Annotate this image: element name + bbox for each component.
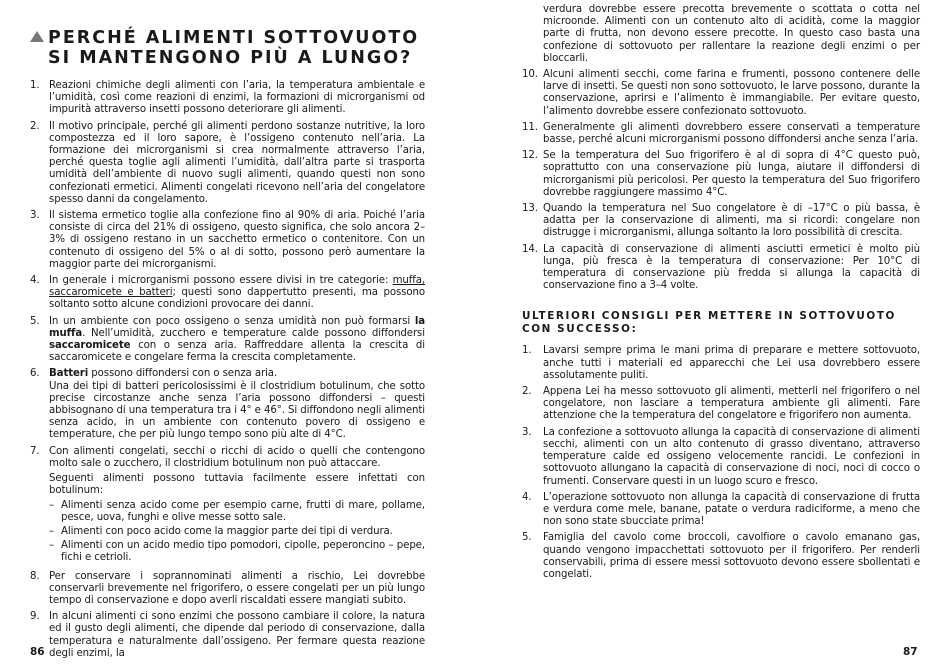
list-item — [522, 345, 920, 382]
item-text: Il motivo principale, perché gli alimenti perdono sostanze nutritive, la loro compostezza ed il loro sapore, è l’ossigeno contenuto nell’aria. La formazione dei microrganismi si crea normalmente attraverso l’aria, perché questa toglie agli alimenti l’umidità, dall’altra parte si trasporta umidità dell’ambiente di nuovo sugli alimenti, quando questi non sono confezionati ermetici. Alimenti congelati ricevono nell’aria del congelatore spesso danni da congelamento. — [49, 120, 425, 205]
item-number: 6. — [30, 368, 40, 380]
list-item — [522, 244, 920, 293]
item-text: Se la temperatura del Suo frigorifero è al di sopra di 4°C questo può, soprattutto con una conservazione più lunga, aiutare il diffondersi di microrganismi più pericolosi. Per questo la temperatura del Suo frigorifero dovrebbe raggiungere massimo 4°C. — [543, 150, 920, 198]
item-number: 3. — [522, 426, 532, 438]
list-item — [522, 532, 920, 581]
item-text: Alcuni alimenti secchi, come farina e frumenti, possono contenere delle larve di insetti. Se questi non sono sottovuoto, le larve possono, durante la conservazione, aprirsi e l’alimento è immangiabile. Per evitare questo, l’alimento dovrebbe essere confezionato sottovuoto. — [543, 69, 920, 117]
sub-item-text: Alimenti con un acido medio tipo pomodori, cipolle, peperoncino – pepe, fichi e cetrioli. — [61, 540, 425, 564]
item-text: Reazioni chimiche degli alimenti con l’aria, la temperatura ambientale e l’umidità, così come reazioni di enzimi, la formazioni di microrganismi od impurità attraverso insetti possono deteriorare gli alimenti. — [49, 80, 425, 116]
item-number: 12. — [522, 150, 538, 162]
item-text: Con alimenti congelati, secchi o ricchi di acido o quelli che contengono molto sale o zucchero, il clostridium botulinum non può attaccare. — [49, 445, 425, 469]
item-text: In un ambiente con poco ossigeno o senza umidità non può formarsi — [49, 315, 415, 327]
dash-bullet: – — [49, 525, 54, 537]
bold-term: saccaromicete — [49, 340, 131, 352]
item-number: 5. — [30, 315, 40, 327]
item-number: 9. — [30, 611, 40, 623]
list-item — [522, 386, 920, 423]
list-item — [30, 210, 425, 271]
item-text: Generalmente gli alimenti dovrebbero essere conservati a temperature basse, perché alcuni microrganismi possono diffondersi anche senza l’aria. — [543, 121, 920, 146]
list-item — [30, 368, 425, 441]
item-number: 13. — [522, 203, 538, 215]
dash-bullet: – — [49, 540, 54, 552]
item-number: 10. — [522, 69, 538, 81]
right-page — [522, 4, 920, 585]
item-paragraph: Seguenti alimenti possono tuttavia facilmente essere infettati con botulinum: — [49, 473, 425, 497]
triangle-icon — [30, 31, 44, 42]
item-text: Per conservare i soprannominati alimenti a rischio, Lei dovrebbe conservarli brevemente nel frigorifero, o essere congelati per un più lungo tempo di conservazione e dopo averli riscaldati essere mangiati subito. — [49, 570, 425, 606]
item-number: 2. — [522, 386, 532, 398]
dash-bullet: – — [49, 499, 54, 511]
title-line-1: PERCHÉ ALIMENTI SOTTOVUOTO — [48, 28, 420, 48]
page-number-right: 87 — [903, 646, 918, 658]
sub-list-item — [49, 526, 425, 538]
heading-line-1: ULTERIORI CONSIGLI PER METTERE IN SOTTOVUOTO — [522, 310, 896, 323]
item-number: 3. — [30, 210, 40, 222]
sub-item-text: Alimenti con poco acido come la maggior parte dei tipi di verdura. — [61, 525, 393, 537]
item-text: In generale i microrganismi possono essere divisi in tre categorie: — [49, 275, 393, 287]
title-line-2: SI MANTENGONO PIÙ A LUNGO? — [48, 48, 413, 68]
item-number: 2. — [30, 120, 40, 132]
bold-term: Batteri — [49, 368, 89, 380]
list-item — [30, 316, 425, 365]
list-item — [30, 80, 425, 117]
item-number: 1. — [30, 80, 40, 91]
item-text: con o senza aria. Raffreddare allenta la crescita di saccaromicete e congelare ferma la crescita completamente. — [49, 340, 425, 364]
item-text: possono diffondersi con o senza aria. — [88, 368, 278, 380]
left-page — [30, 0, 425, 664]
item-text: L’operazione sottovuoto non allunga la capacità di conservazione di frutta e verdura come mele, banane, patate o verdura radiciforme, a meno che non sono state sbucciate prima! — [543, 491, 920, 528]
item-text: Quando la temperatura nel Suo congelatore è di –17°C o più bassa, è adatta per la conservazione di alimenti, ma si ricordi: congelare non distrugge i microrganismi, allunga soltanto la loro possibilità di crescita. — [543, 203, 920, 239]
section-title — [30, 28, 425, 68]
list-item — [522, 69, 920, 118]
item-number: 7. — [30, 445, 40, 457]
list-item — [522, 122, 920, 146]
item-text: ; questi sono dappertutto presenti, ma possono soltanto sotto alcune condizioni provocare dei danni. — [49, 287, 425, 311]
underlined-text: muffa, saccaromicete e batteri — [49, 275, 425, 299]
sub-list — [49, 500, 425, 565]
numbered-list — [522, 69, 920, 292]
section-heading — [522, 310, 920, 335]
item-text: In alcuni alimenti ci sono enzimi che possono cambiare il colore, la natura ed il gusto degli alimenti, che dipende dal periodo di conservazione, dalla temperatura e naturalmente dall’ossigeno. Per fermare questa reazione degli enzimi, la — [49, 611, 425, 659]
continued-paragraph: verdura dovrebbe essere precotta brevemente o scottata o cotta nel microonde. Alimenti con un contenuto alto di acidità, come la maggior parte di frutta, non devono essere precotte. In questo caso basta una confezione di sottovuoto per rallentare la reazione degli enzimi o per bloccarli. — [543, 4, 920, 64]
item-text: . Nell’umidità, zucchero e temperature calde possono diffondersi — [82, 327, 425, 339]
item-number: 4. — [522, 491, 532, 503]
sub-list-item — [49, 500, 425, 524]
list-item — [30, 121, 425, 206]
bold-term: la muffa — [49, 315, 425, 339]
sub-list-item — [49, 540, 425, 564]
item-text: Appena Lei ha messo sottovuoto gli alimenti, metterli nel frigorifero o nel congelatore, non lasciare a temperatura ambiente gli alimenti. Fare attenzione che la temperatura del congelatore e frigorifero non aumenta. — [543, 386, 920, 422]
page-number-left: 86 — [30, 646, 45, 658]
item-text: La capacità di conservazione di alimenti asciutti ermetici è molto più lunga, più fresca è la temperatura di conservazione: Per 10°C di temperatura di conservazione più fredda si allunga la capacità di conservazione fino a 3–4 volte. — [543, 243, 920, 292]
item-number: 11. — [522, 121, 538, 133]
item-text: Il sistema ermetico toglie alla confezione fino al 90% di aria. Poiché l’aria consiste di circa del 21% di ossigeno, questo significa, che solo ancora 2–3% di ossigeno restano in un sacchetto ermetico o contenitore. Con un contenuto di ossigeno del 5% o al di sotto, possono però aumentare la maggior parte dei microrganismi. — [49, 210, 425, 270]
item-text: La confezione a sottovuoto allunga la capacità di conservazione di alimenti secchi, alimenti con un alto contenuto di grasso diventano, attraverso temperature calde ed ossigeno velocemente rancidi. Le confezioni in sottovuoto allungano la capacità di conservazione di noci, noci di cocco o frumenti. Conservare questi in un luogo scuro e fresco. — [543, 426, 920, 487]
item-text: Lavarsi sempre prima le mani prima di preparare e mettere sottovuoto, anche tutti i materiali ed apparecchi che Lei usa dovrebbero essere assolutamente puliti. — [543, 345, 920, 381]
list-item — [522, 492, 920, 529]
list-item — [30, 275, 425, 312]
list-item — [522, 203, 920, 240]
tips-list — [522, 345, 920, 581]
item-number: 4. — [30, 275, 40, 287]
list-item — [30, 446, 425, 565]
numbered-list — [30, 80, 425, 660]
item-paragraph: Una dei tipi di batteri pericolosissimi è il clostridium botulinum, che sotto precise circostanze anche senza l’aria possono diffondersi – questi abbisognano di una temperatura tra i 4° e 46°. Si diffondono negli alimenti senza acido, in un ambiente con contenuto povero di ossigeno e temperature, che per più lungo tempo sono più alte di 4°C. — [49, 380, 425, 441]
list-item — [30, 611, 425, 660]
list-item — [522, 427, 920, 488]
item-number: 5. — [522, 532, 532, 544]
item-text: Famiglia del cavolo come broccoli, cavolfiore o cavolo emanano gas, quando vengono impacchettati sottovuoto per il frigorifero. Per renderli conservabili, prima di essere messi sottovuoto devono essere sbollentati e congelati. — [543, 532, 920, 580]
sub-item-text: Alimenti senza acido come per esempio carne, frutti di mare, pollame, pesce, uova, funghi e olive messe sotto sale. — [61, 499, 425, 523]
item-number: 14. — [522, 243, 538, 255]
heading-line-2: CON SUCCESSO: — [522, 322, 638, 335]
item-number: 1. — [522, 345, 532, 357]
list-item — [30, 571, 425, 608]
item-number: 8. — [30, 570, 40, 582]
list-item — [522, 150, 920, 199]
